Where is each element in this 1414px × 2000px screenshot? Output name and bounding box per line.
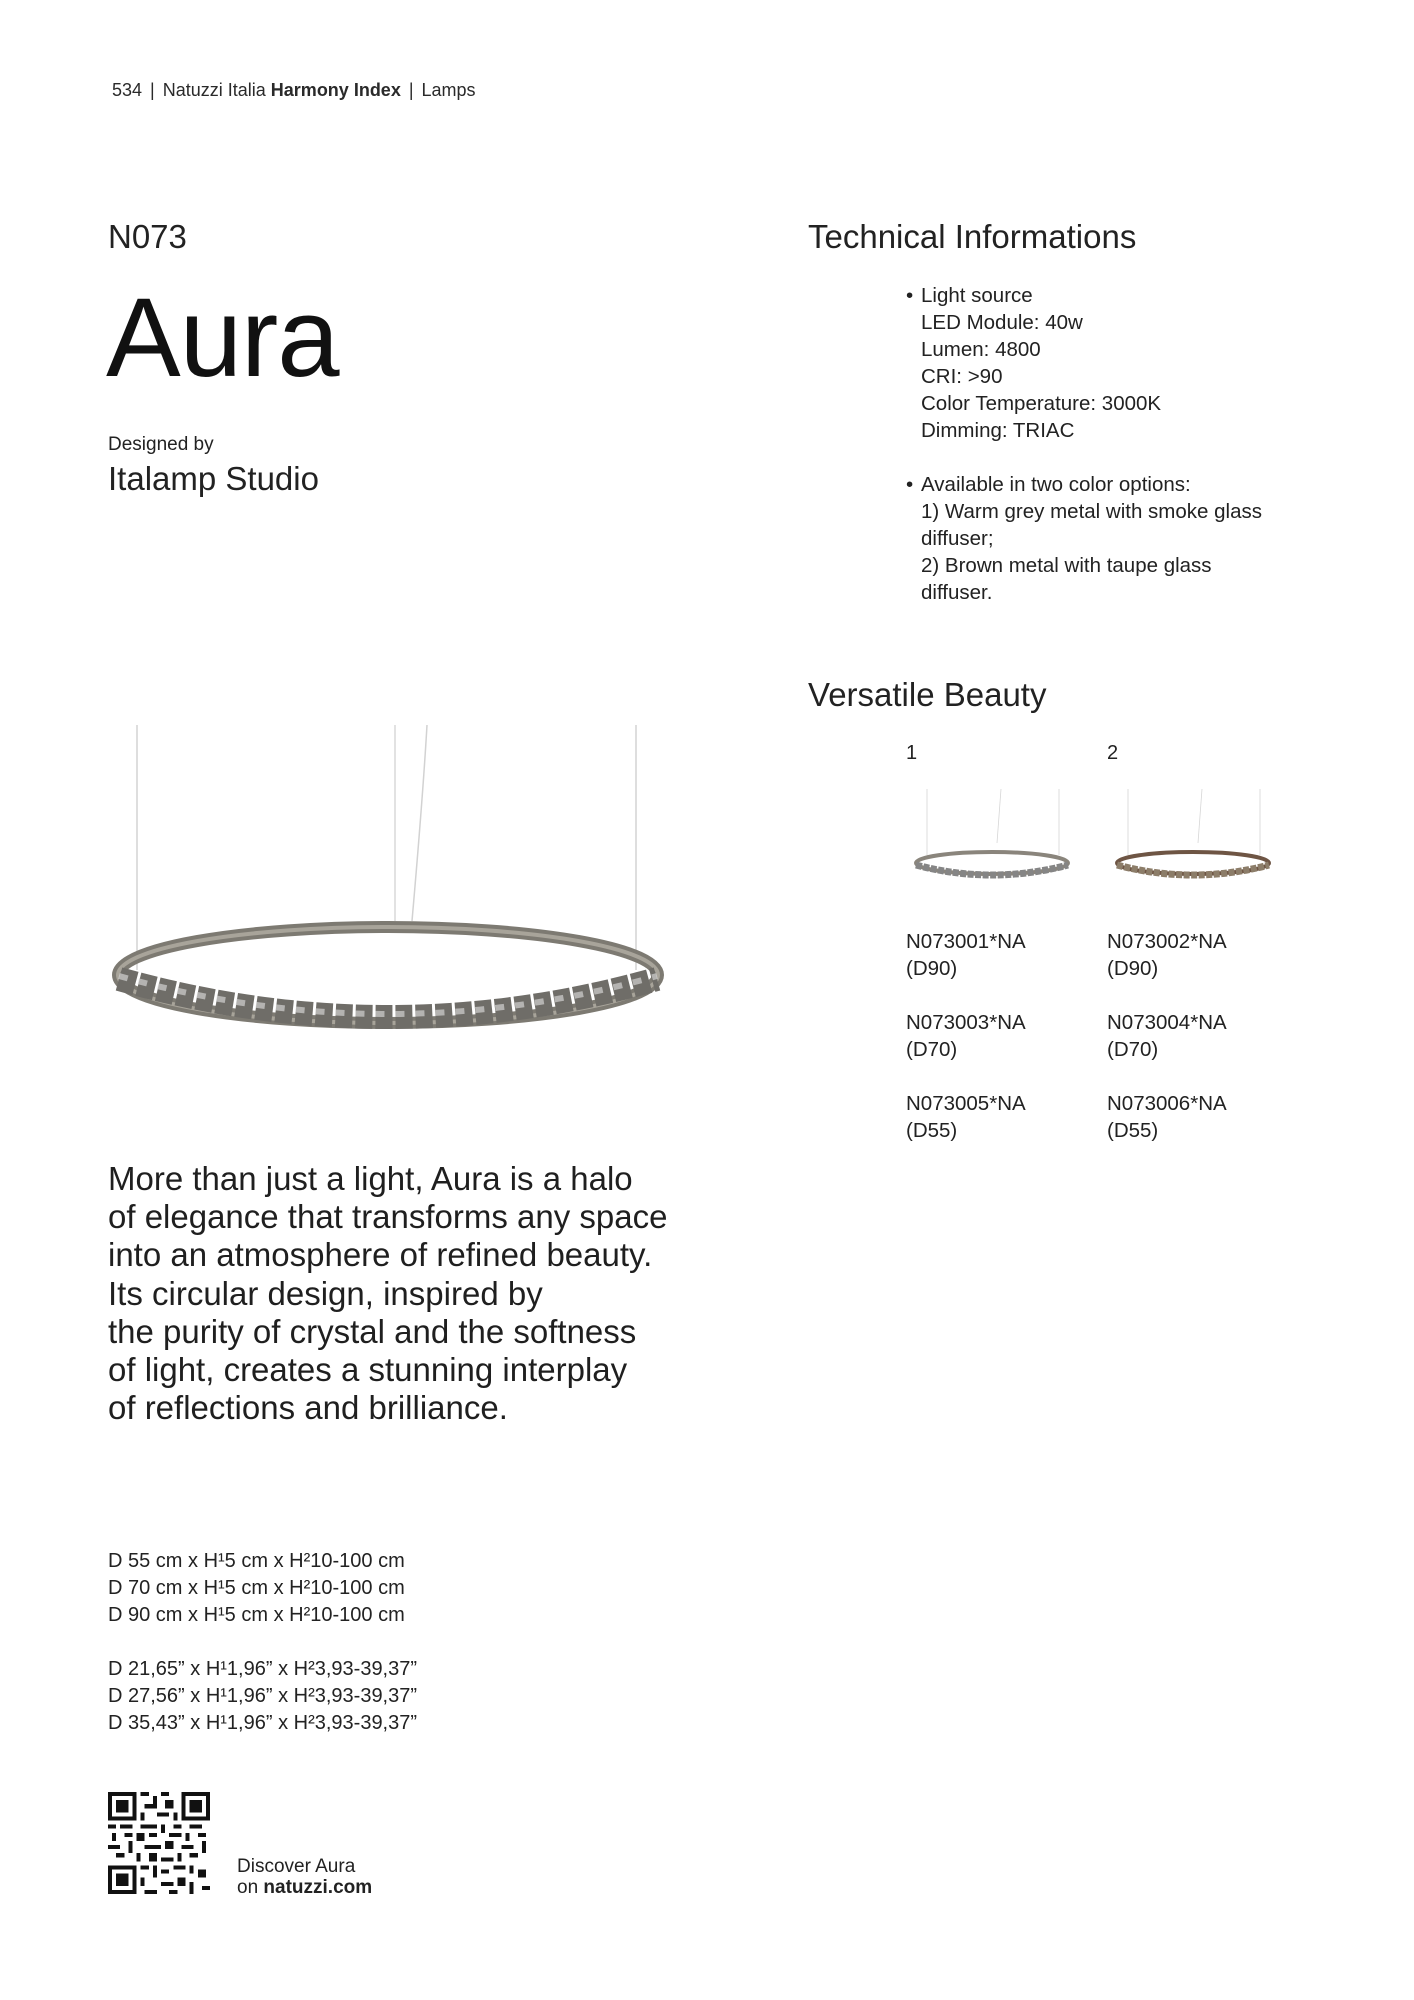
description-line: of elegance that transforms any space [108, 1198, 668, 1236]
discover-prefix: on [237, 1877, 264, 1898]
variant-number: 1 [906, 742, 918, 764]
running-header: 534 | Natuzzi Italia Harmony Index | Lamps [112, 80, 476, 100]
spec-line: Lumen: 4800 [921, 338, 1041, 361]
aura-lamp-image [105, 725, 675, 1065]
spec-line: CRI: >90 [921, 365, 1003, 388]
dimensions-metric [108, 1548, 405, 1629]
brand-name: Natuzzi Italia [162, 80, 266, 100]
dimension-line: D 55 cm x H¹5 cm x H²10-100 cm [108, 1550, 405, 1572]
light-source-block [906, 282, 1161, 444]
spec-line: LED Module: 40w [921, 311, 1083, 334]
technical-title: Technical Informations [808, 218, 1137, 255]
product-name: Aura [106, 275, 339, 400]
spec-line: Dimming: TRIAC [921, 419, 1075, 442]
description-line: of light, creates a stunning interplay [108, 1351, 628, 1389]
bullet-icon: • [906, 473, 914, 496]
variant-code: N073001*NA [906, 930, 1026, 953]
designed-by-label: Designed by [108, 434, 214, 455]
dimension-line: D 35,43” x H¹1,96” x H²3,93-39,37” [108, 1712, 418, 1734]
bullet-heading: Light source [921, 284, 1033, 307]
product-code-cell [906, 928, 1026, 982]
description-line: the purity of crystal and the softness [108, 1312, 637, 1350]
variant-number: 2 [1107, 742, 1119, 764]
spec-line: diffuser. [921, 581, 993, 604]
light-source-heading [906, 282, 1161, 309]
collection-name: Harmony Index [270, 80, 401, 100]
qr-code-icon[interactable] [108, 1792, 210, 1894]
bullet-icon: • [906, 284, 914, 307]
product-code-cell [906, 1090, 1026, 1144]
discover-line: Discover Aura [237, 1856, 356, 1877]
variant-code: N073003*NA [906, 1011, 1026, 1034]
variant-size: (D55) [906, 1119, 958, 1142]
variant-size: (D90) [906, 957, 958, 980]
product-code-cell [1107, 1009, 1227, 1063]
description-line: Its circular design, inspired by [108, 1274, 543, 1312]
dimensions-imperial [108, 1656, 417, 1737]
variant-code: N073005*NA [906, 1092, 1026, 1115]
variant-size: (D70) [906, 1038, 958, 1061]
page-number: 534 [112, 80, 143, 100]
variant-size: (D70) [1107, 1038, 1159, 1061]
variant-code: N073006*NA [1107, 1092, 1227, 1115]
description-line: of reflections and brilliance. [108, 1389, 508, 1427]
variant-code: N073004*NA [1107, 1011, 1227, 1034]
discover-link[interactable] [237, 1856, 372, 1898]
website-link[interactable]: natuzzi.com [263, 1877, 373, 1898]
dimension-line: D 27,56” x H¹1,96” x H²3,93-39,37” [108, 1685, 418, 1707]
section-name: Lamps [421, 80, 476, 100]
variant-code: N073002*NA [1107, 930, 1227, 953]
spec-line: 1) Warm grey metal with smoke glass [921, 500, 1262, 523]
discover-site-line [237, 1877, 372, 1898]
dimension-line: D 90 cm x H¹5 cm x H²10-100 cm [108, 1604, 405, 1626]
dimension-line: D 21,65” x H¹1,96” x H²3,93-39,37” [108, 1658, 418, 1680]
versatile-title: Versatile Beauty [808, 676, 1047, 713]
variant-brown-lamp-image [1108, 785, 1278, 885]
dimension-line: D 70 cm x H¹5 cm x H²10-100 cm [108, 1577, 405, 1599]
color-options-heading [906, 471, 1262, 498]
variant-grey-lamp-image [907, 785, 1077, 885]
color-options-block [906, 471, 1262, 606]
product-code-cell [1107, 928, 1227, 982]
spec-line: Color Temperature: 3000K [921, 392, 1162, 415]
variant-size: (D55) [1107, 1119, 1159, 1142]
description-line: into an atmosphere of refined beauty. [108, 1236, 653, 1274]
bullet-heading: Available in two color options: [921, 473, 1191, 496]
spec-line: diffuser; [921, 527, 994, 550]
designer-name: Italamp Studio [108, 460, 319, 497]
product-description [108, 1160, 708, 1427]
product-code-cell [1107, 1090, 1227, 1144]
description-line: More than just a light, Aura is a halo [108, 1160, 633, 1197]
product-code-cell [906, 1009, 1026, 1063]
variant-size: (D90) [1107, 957, 1159, 980]
product-code: N073 [108, 218, 187, 255]
spec-line: 2) Brown metal with taupe glass [921, 554, 1212, 577]
